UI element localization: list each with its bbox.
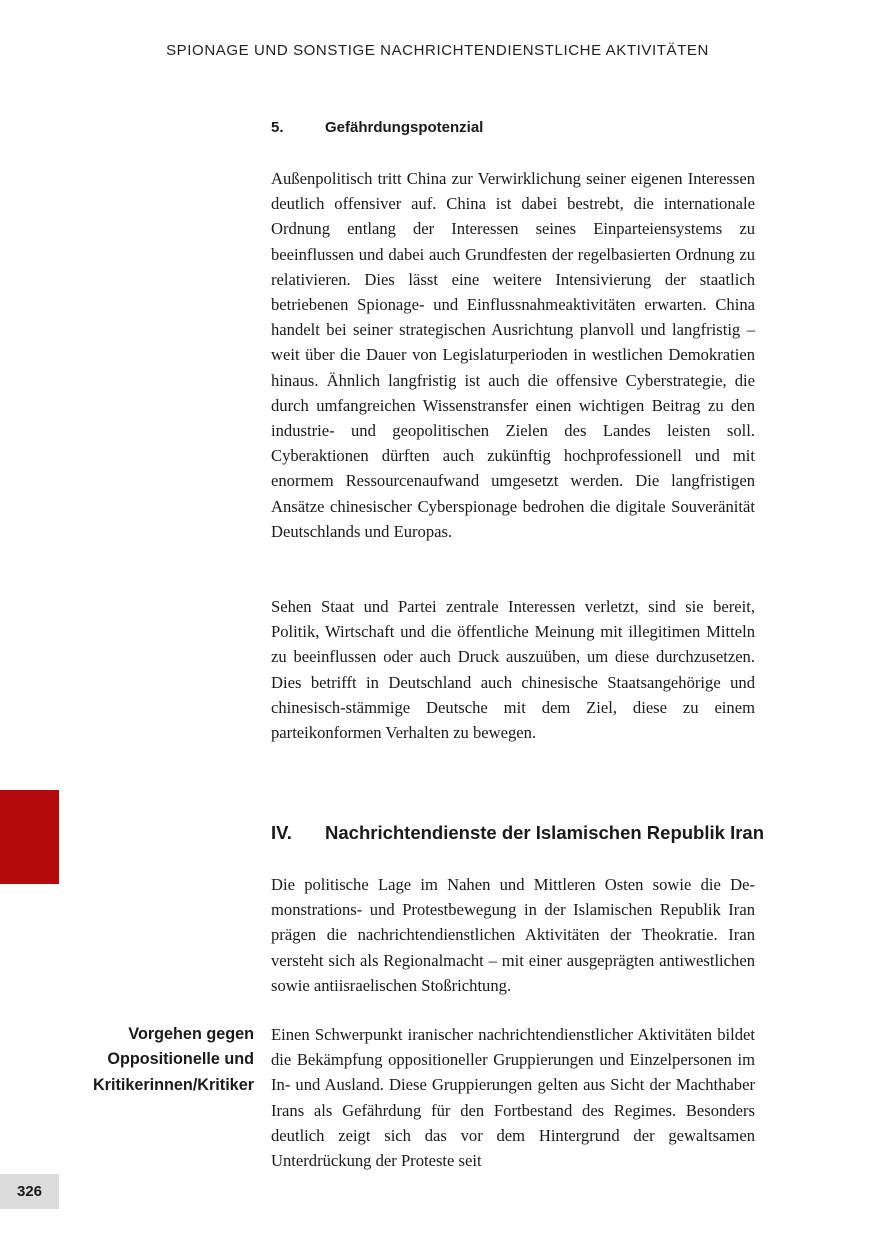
page-number: 326 [0, 1174, 59, 1209]
margin-note-line: Oppositionelle und [107, 1050, 254, 1069]
paragraph-block-3 [271, 872, 755, 998]
paragraph-iran-situation: Die politische Lage im Nahen und Mittleren Osten sowie die Demonstrations- und Protestbewegung in der Islamischen Republik Iran prägen die nachrichtendienstlichen Aktivitäten der Theokratie. Iran versteht sich als Regionalmacht – mit einer ausgeprägten antiwestlichen sowie antiisraelischen Stoßrichtung. [271, 875, 755, 995]
section-title: Nachrichtendienste der Islamischen Republik Iran [325, 822, 764, 843]
margin-note-line: Vorgehen gegen [128, 1025, 254, 1043]
subsection-number: 5. [271, 119, 284, 136]
section-number: IV. [271, 822, 292, 843]
chapter-tab-marker [0, 790, 59, 884]
paragraph-block-1 [271, 166, 755, 544]
subsection-title: Gefährdungspotenzial [325, 119, 484, 136]
running-header: SPIONAGE UND SONSTIGE NACHRICHTENDIENSTLICHE AKTIVITÄTEN [166, 42, 709, 59]
section-heading [271, 820, 764, 846]
margin-note-line: Kritikerinnen/Kritiker [92, 1075, 254, 1094]
paragraph-block-4 [271, 1022, 755, 1173]
paragraph-iran-opposition: Einen Schwerpunkt iranischer nachrichtendienstlicher Aktivitäten bildet die Bekämpfung oppositioneller Gruppierungen und Einzelpersonen im In- und Ausland. Diese Gruppierungen gelten aus Sicht der Machthaber Irans als Gefährdung für den Fortbestand des Regimes. Besonders deutlich zeigt sich das vor dem Hintergrund der gewaltsamen Unterdrückung der Proteste seit [271, 1025, 755, 1171]
paragraph-china-pressure: Sehen Staat und Partei zentrale Interessen verletzt, sind sie bereit, Politik, Wirtschaft und die öffentliche Meinung mit illegitimen Mitteln zu beeinflussen oder auch Druck auszuüben, um diese durchzusetzen. Dies betrifft in Deutschland auch chinesische Staatsangehörige und chinesisch-stämmige Deutsche mit dem Ziel, diese zu einem parteikonformen Verhalten zu bewegen. [271, 597, 755, 743]
paragraph-china-foreign-policy: Außenpolitisch tritt China zur Verwirklichung seiner eigenen Interessen deutlich offensiver auf. China ist dabei bestrebt, die internationale Ordnung entlang der Interessen seines Einparteiensystems zu beeinflussen und dabei auch Grundfesten der regelbasierten Ordnung zu relativieren. Dies lässt eine weitere Intensivierung der staatlich betriebenen Spionage- und Einflussnahmeaktivitäten erwarten. China handelt bei seiner strategischen Ausrichtung planvoll und langfristig – weit über die Dauer von Legislaturperioden in westlichen Demokratien hinaus. Ähnlich langfristig ist auch die offensive Cyberstrategie, die durch umfangreichen Wissenstransfer einen wichtigen Beitrag zu den industrie- und geopolitischen Zielen des Landes leisten soll. Cyberaktionen dürften auch zukünftig hochprofessionell und mit enormem Ressourcenaufwand umgesetzt werden. Die langfristigen Ansätze chinesischer Cyberspionage bedrohen die digitale Souveränität Deutschlands und Europas. [271, 169, 755, 541]
margin-note [60, 1022, 254, 1098]
paragraph-block-2 [271, 594, 755, 745]
subsection-heading [271, 118, 483, 138]
